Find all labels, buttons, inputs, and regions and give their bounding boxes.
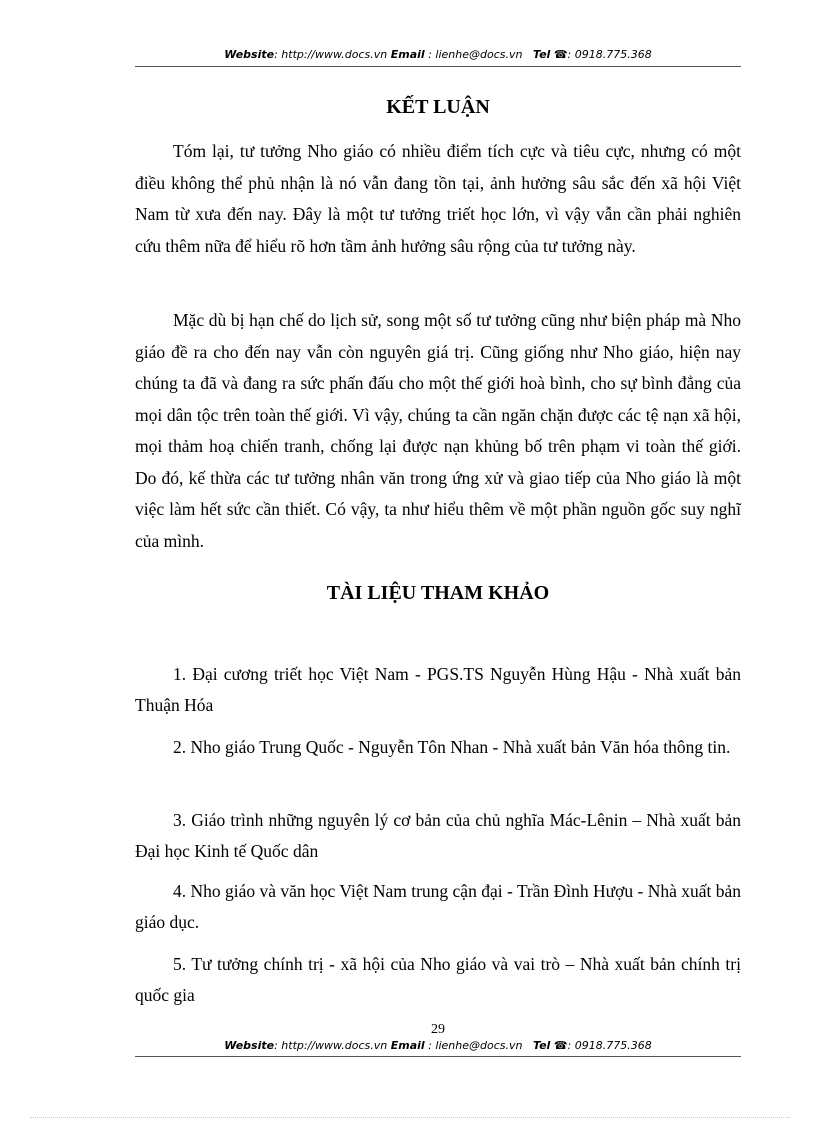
header-website-label: Website — [224, 48, 275, 61]
page-footer — [135, 1039, 741, 1052]
references-title: TÀI LIỆU THAM KHẢO — [326, 582, 550, 604]
header-divider — [135, 66, 741, 67]
reference-item-4: 4. Nho giáo và văn học Việt Nam trung cận đại - Trần Đình Hượu - Nhà xuất bản giáo dục. — [135, 881, 742, 932]
reference-item-1: 1. Đại cương triết học Việt Nam - PGS.TS Nguyễn Hùng Hậu - Nhà xuất bản Thuận Hóa — [135, 664, 741, 715]
footer-website-link[interactable]: : http://www.docs.vn — [274, 1039, 388, 1052]
footer-email-link[interactable]: : lienhe@docs.vn — [424, 1039, 523, 1052]
header-email-label: Email — [390, 48, 425, 61]
conclusion-paragraph-2: Mặc dù bị hạn chế do lịch sử, song một số tư tưởng cũng như biện pháp mà Nho giáo đề ra cho đến nay vẫn còn nguyên giá trị. Cũng giống như Nho giáo, hiện nay chúng ta đã và đang ra sức phấn đấu cho một thế giới hoà bình, cho sự bình đẳng của mọi dân tộc trên toàn thế giới. Vì vậy, chúng ta cần ngăn chặn được các tệ nạn xã hội, mọi thảm hoạ chiến tranh, chống lại được nạn khủng bố trên phạm vi toàn thế giới. Do đó, kế thừa các tư tưởng nhân văn trong ứng xử và giao tiếp của Nho giáo là một việc làm hết sức cần thiết. Có vậy, ta như hiểu thêm về một phần nguồn gốc suy nghĩ của mình. — [135, 310, 741, 551]
page-header — [135, 48, 741, 61]
footer-tel-value: : 0918.775.368 — [567, 1039, 652, 1052]
footer-email-label: Email — [390, 1039, 425, 1052]
footer-website-label: Website — [224, 1039, 275, 1052]
footer-divider — [135, 1056, 741, 1057]
conclusion-title: KẾT LUẬN — [386, 96, 490, 118]
footer-tel-label: Tel — [532, 1039, 551, 1052]
header-email-link[interactable]: : lienhe@docs.vn — [424, 48, 523, 61]
phone-icon: ☎ — [553, 48, 568, 61]
page-number: 29 — [431, 1022, 445, 1037]
reference-item-5: 5. Tư tưởng chính trị - xã hội của Nho giáo và vai trò – Nhà xuất bản chính trị quốc gia — [135, 954, 741, 1005]
page-edge-dotted-line — [30, 1117, 790, 1118]
phone-icon: ☎ — [553, 1039, 568, 1052]
conclusion-paragraph-1: Tóm lại, tư tưởng Nho giáo có nhiều điểm tích cực và tiêu cực, nhưng có một điều không thể phủ nhận là nó vẫn đang tồn tại, ảnh hưởng sâu sắc đến xã hội Việt Nam từ xưa đến nay. Đây là một tư tưởng triết học lớn, vì vậy vẫn cần phải nghiên cứu thêm nữa để hiểu rõ hơn tầm ảnh hưởng sâu rộng của tư tưởng này. — [135, 141, 741, 256]
header-website-link[interactable]: : http://www.docs.vn — [274, 48, 388, 61]
header-tel-label: Tel — [532, 48, 551, 61]
header-tel-value: : 0918.775.368 — [567, 48, 652, 61]
reference-item-3: 3. Giáo trình những nguyên lý cơ bản của chủ nghĩa Mác-Lênin – Nhà xuất bản Đại học Kinh tế Quốc dân — [135, 810, 741, 861]
reference-item-2: 2. Nho giáo Trung Quốc - Nguyễn Tôn Nhan - Nhà xuất bản Văn hóa thông tin. — [173, 737, 731, 757]
